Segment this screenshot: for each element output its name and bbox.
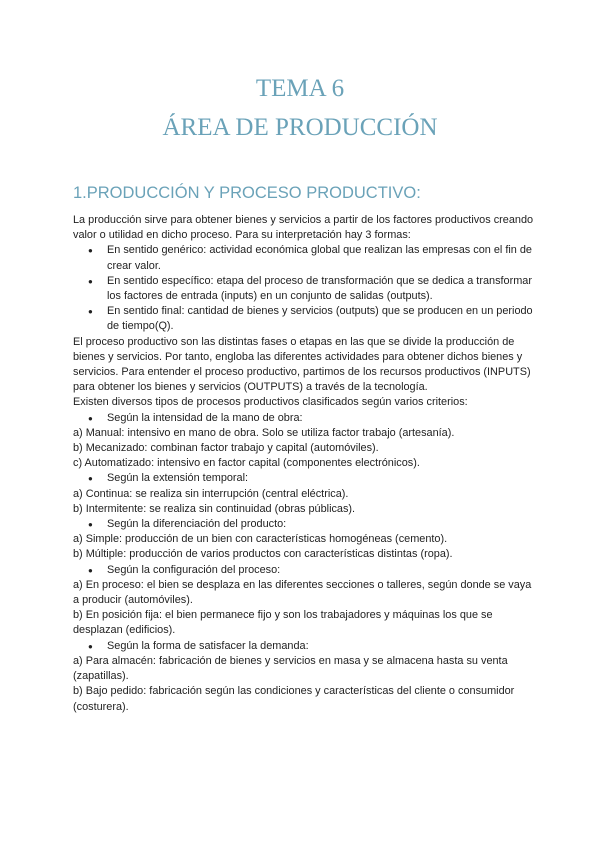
criterion-item: b) Intermitente: se realiza sin continuidad (obras públicas). <box>73 502 356 515</box>
types-intro: Existen diversos tipos de procesos productivos clasificados según varios criterios: <box>73 396 468 409</box>
criterion-2 <box>73 471 535 486</box>
criterion-3 <box>73 517 535 532</box>
list-item: ● En sentido específico: etapa del proceso de transformación que se dedica a transformar los factores de entrada (inputs) en un conjunto de salidas (outputs). <box>73 274 535 304</box>
section-heading: 1.PRODUCCIÓN Y PROCESO PRODUCTIVO: <box>73 184 421 202</box>
criterion-item: b) En posición fija: el bien permanece fijo y son los trabajadores y máquinas los que se desplazan (edificios). <box>73 609 493 637</box>
forms-list <box>73 243 535 334</box>
title-line-2: ÁREA DE PRODUCCIÓN <box>162 114 438 141</box>
list-item: ● En sentido final: cantidad de bienes y servicios (outputs) que se producen en un periodo de tiempo(Q). <box>73 304 535 334</box>
criterion-item: a) Continua: se realiza sin interrupción (central eléctrica). <box>73 487 349 500</box>
intro-paragraph: La producción sirve para obtener bienes y servicios a partir de los factores productivos creando valor o utilidad en dicho proceso. Para su interpretación hay 3 formas: <box>73 214 534 242</box>
process-paragraph: El proceso productivo son las distintas fases o etapas en las que se divide la producción de bienes y servicios. Por tanto, engloba las diferentes actividades para obtener dichos bienes y servicios. Para entender el proceso productivo, partimos de los recursos productivos (INPUTS) para obtener los bienes y servicios (OUTPUTS) a través de la tecnología. <box>73 335 531 394</box>
criterion-5 <box>73 639 535 654</box>
list-item: ● En sentido genérico: actividad económica global que realizan las empresas con el fin de crear valor. <box>73 243 535 273</box>
criterion-item: c) Automatizado: intensivo en factor capital (componentes electrónicos). <box>73 457 420 470</box>
criterion-item: a) En proceso: el bien se desplaza en las diferentes secciones o talleres, según donde se vaya a producir (automóviles). <box>73 578 532 607</box>
body-text <box>73 213 535 715</box>
criterion-item: a) Simple: producción de un bien con características homogéneas (cemento). <box>73 533 448 546</box>
criterion-label: ● Según la diferenciación del producto: <box>73 517 535 532</box>
criterion-label: ● Según la extensión temporal: <box>73 471 535 486</box>
criterion-item: a) Manual: intensivo en mano de obra. Solo se utiliza factor trabajo (artesanía). <box>73 426 455 439</box>
title-line-1: TEMA 6 <box>255 75 345 102</box>
criterion-item: b) Bajo pedido: fabricación según las condiciones y características del cliente o consumidor (costurera). <box>73 685 515 713</box>
criterion-item: a) Para almacén: fabricación de bienes y servicios en masa y se almacena hasta su venta (zapatillas). <box>73 654 508 683</box>
criterion-label: ● Según la configuración del proceso: <box>73 563 535 578</box>
criterion-item: b) Múltiple: producción de varios productos con características distintas (ropa). <box>73 548 453 561</box>
criterion-label: ● Según la intensidad de la mano de obra: <box>73 411 535 426</box>
criterion-4 <box>73 563 535 578</box>
criterion-label: ● Según la forma de satisfacer la demanda: <box>73 639 535 654</box>
criterion-item: b) Mecanizado: combinan factor trabajo y capital (automóviles). <box>73 442 379 455</box>
criterion-1 <box>73 411 535 426</box>
